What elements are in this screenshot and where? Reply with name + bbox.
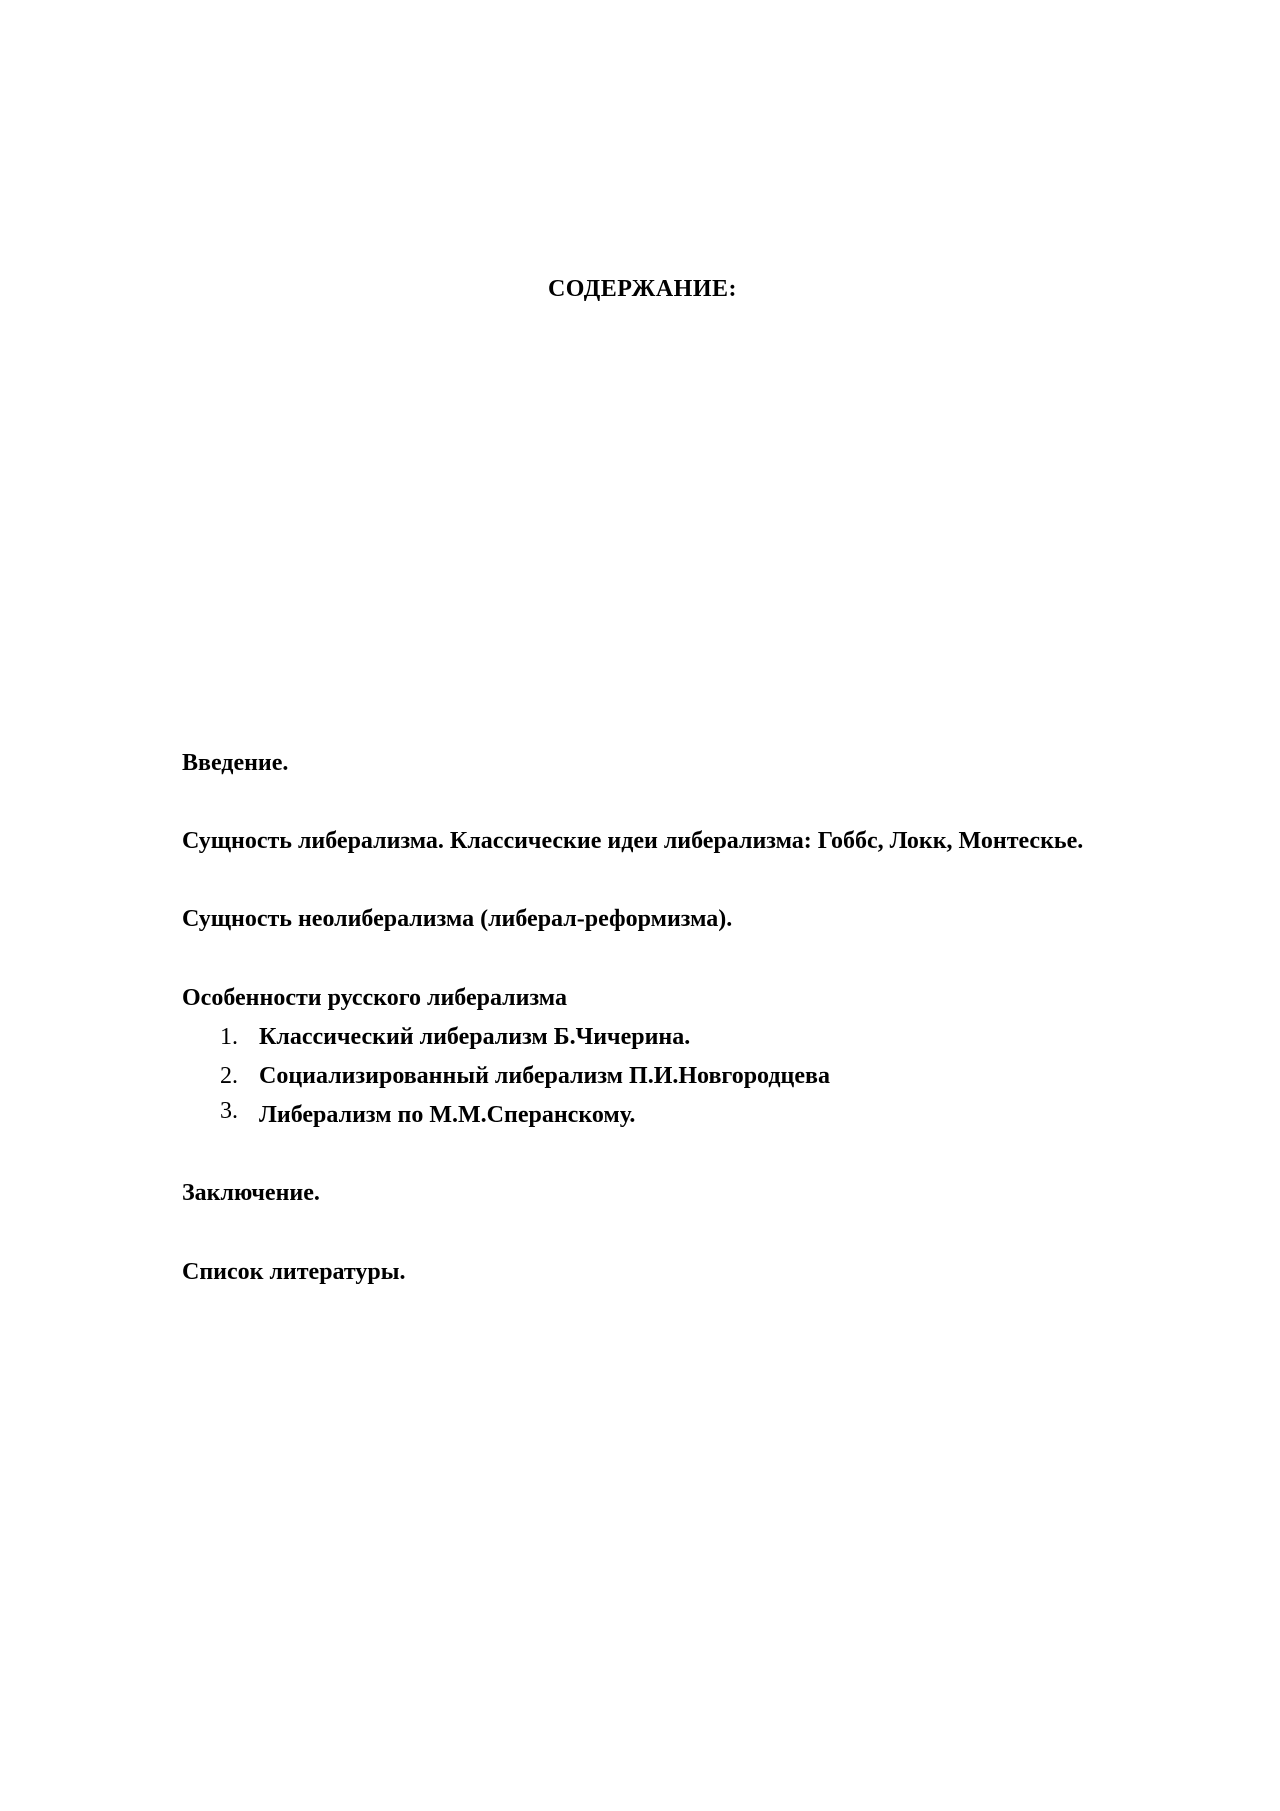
toc-entry-russian-liberalism: Особенности русского либерализма xyxy=(182,985,567,1011)
toc-entry-conclusion: Заключение. xyxy=(182,1180,320,1206)
list-item-label: Классический либерализм Б.Чичерина. xyxy=(259,1024,691,1050)
list-item-label: Социализированный либерализм П.И.Новгородцева xyxy=(259,1063,830,1089)
list-item-number: 1. xyxy=(220,1024,238,1050)
toc-entry-bibliography: Список литературы. xyxy=(182,1259,406,1285)
toc-title xyxy=(0,276,1280,303)
list-item-label: Либерализм по М.М.Сперанскому. xyxy=(259,1102,636,1128)
toc-entry-neoliberalism-essence: Сущность неолиберализма (либерал-реформизма). xyxy=(182,906,733,932)
list-item-number: 2. xyxy=(220,1063,238,1089)
toc-title-text: СОДЕРЖАНИЕ: xyxy=(547,276,738,302)
list-item-number: 3. xyxy=(220,1098,238,1124)
toc-entry-liberalism-essence: Сущность либерализма. Классические идеи либерализма: Гоббс, Локк, Монтескье. xyxy=(182,828,1084,854)
toc-entry-introduction: Введение. xyxy=(182,750,289,776)
